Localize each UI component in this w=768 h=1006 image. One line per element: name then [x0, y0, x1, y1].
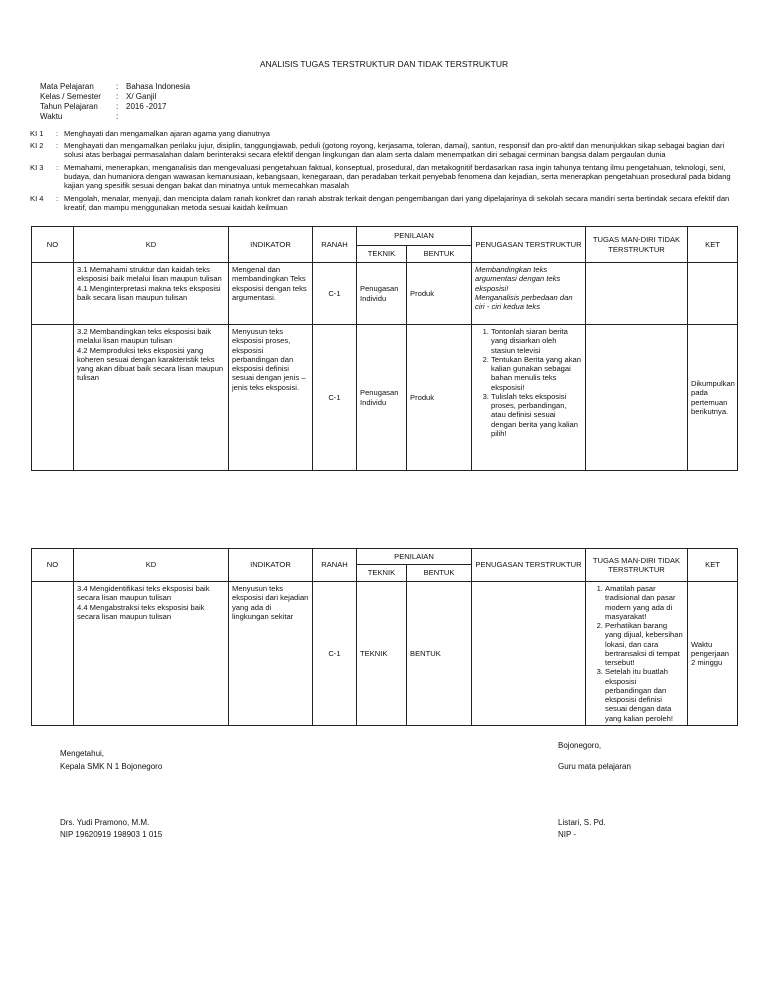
cell-indikator: Menyusun teks eksposisi dari kejadian yang ada di lingkungan sekitar [229, 582, 313, 726]
meta-row: Tahun Pelajaran : 2016 -2017 [40, 102, 167, 111]
ki-2: KI 2 : Menghayati dan mengamalkan perilaku jujur, disiplin, tanggungjawab, peduli (gotong royong, kerjasama, toleran, damai), santun, responsif dan pro-aktif dan menunjukkan sikap sebagai bagian dari solusi atas berbagai permasalahan dalam berinteraksi secara efektif dengan lingkungan dan alam serta dalam menempatkan diri sebagai cerminan bangsa dalam pergaulan dunia [30, 141, 725, 159]
table-row [32, 325, 738, 471]
header-indikator: INDIKATOR [229, 227, 313, 263]
analysis-table-2 [31, 548, 738, 726]
header-penilaian: PENILAIAN [357, 227, 472, 246]
header-penugasan: PENUGASAN TERSTRUKTUR [472, 227, 586, 263]
header-tugas: TUGAS MAN-DIRI TIDAK TERSTRUKTUR [586, 549, 688, 582]
cell-bentuk: Produk [407, 263, 472, 325]
meta-row: Waktu : [40, 112, 119, 121]
meta-key: Tahun Pelajaran [40, 102, 98, 111]
cell-ranah: C-1 [313, 325, 357, 471]
cell-tugas: 1. Amatilah pasar tradisional dan pasar modern yang ada di masyarakat! 2. Perhatikan barang yang dijual, kebersihan lokasi, dan cara bertransaksi di tempat tersebut! 3. Setelah itu buatlah eksposisi perbandingan dan eksposisi definisi sesuai dengan data yang kalian peroleh! [586, 582, 688, 726]
cell-ket: Waktu pengerjaan 2 minggu [688, 582, 738, 726]
cell-kd: 3.1 Memahami struktur dan kaidah teks eksposisi baik melalui lisan maupun tulisan 4.1 Menginterpretasi makna teks eksposisi baik secara lisan maupun tulisan [74, 263, 229, 325]
cell-penugasan: 1. Tontonlah siaran berita yang disiarkan oleh stasiun televisi 2. Tentukan Berita yang akan kalian gunakan sebagai bahan menulis teks eksposisi! 3. Tulislah teks eksposisi proses, perbandingan, atau definisi sesuai dengan berita yang kalian pilih! [472, 325, 586, 471]
ki-1: KI 1 : Menghayati dan mengamalkan ajaran agama yang dianutnya [30, 129, 271, 138]
meta-key: Mata Pelajaran [40, 82, 94, 91]
cell-no [32, 263, 74, 325]
table-row [32, 582, 738, 726]
signature-left-name: Drs. Yudi Pramono, M.M. [60, 818, 150, 827]
cell-penugasan [472, 582, 586, 726]
cell-no [32, 582, 74, 726]
header-ranah: RANAH [313, 227, 357, 263]
cell-kd: 3.4 Mengidentifikasi teks eksposisi baik secara lisan maupun tulisan 4.4 Mengabstraksi teks eksposisi baik secara lisan maupun tulisan [74, 582, 229, 726]
meta-row: Mata Pelajaran : Bahasa Indonesia [40, 82, 191, 91]
meta-value: 2016 -2017 [126, 102, 167, 111]
header-teknik: TEKNIK [357, 246, 407, 263]
header-no: NO [32, 227, 74, 263]
signature-right-line2: Guru mata pelajaran [558, 762, 631, 771]
header-bentuk: BENTUK [407, 246, 472, 263]
cell-bentuk: Produk [407, 325, 472, 471]
cell-ket: Dikumpulkan pada pertemuan berikutnya. [688, 325, 738, 471]
cell-tugas [586, 263, 688, 325]
meta-value: Bahasa Indonesia [126, 82, 191, 91]
header-tugas: TUGAS MAN-DIRI TIDAK TERSTRUKTUR [586, 227, 688, 263]
signature-left-line1: Mengetahui, [60, 749, 105, 758]
meta-key: Waktu [40, 112, 63, 121]
signature-right-name: Listari, S. Pd. [558, 818, 606, 827]
header-no: NO [32, 549, 74, 582]
header-ranah: RANAH [313, 549, 357, 582]
header-teknik: TEKNIK [357, 565, 407, 582]
header-ket: KET [688, 549, 738, 582]
cell-indikator: Menyusun teks eksposisi proses, eksposisi perbandingan dan eksposisi definisi sesuai dengan jenis – jenis teks eksposisi. [229, 325, 313, 471]
cell-indikator: Mengenal dan membandingkan Teks eksposisi dengan teks argumentasi. [229, 263, 313, 325]
cell-ranah: C-1 [313, 263, 357, 325]
cell-no [32, 325, 74, 471]
cell-kd: 3.2 Membandingkan teks eksposisi baik melalui lisan maupun tulisan 4.2 Memproduksi teks eksposisi yang koheren sesuai dengan karakteristik teks yang akan dibuat baik secara lisan maupun tulisan [74, 325, 229, 471]
ki-4: KI 4 : Mengolah, menalar, menyaji, dan mencipta dalam ranah konkret dan ranah abstrak terkait dengan pengembangan dari yang dipelajarinya di sekolah secara mandiri serta bertindak secara efektif dan kreatif, dan mampu menggunakan metoda sesuai kaidah keilmuan [30, 194, 730, 212]
meta-row: Kelas / Semester : X/ Ganjil [40, 92, 157, 101]
header-kd: KD [74, 227, 229, 263]
header-indikator: INDIKATOR [229, 549, 313, 582]
cell-bentuk: BENTUK [407, 582, 472, 726]
cell-penugasan: Membandingkan teks argumentasi dengan teks eksposisi! Menganalisis perbedaan dan ciri - ciri kedua teks [472, 263, 586, 325]
cell-teknik: Penugasan Individu [357, 325, 407, 471]
header-penilaian: PENILAIAN [357, 549, 472, 565]
signature-left-line2: Kepala SMK N 1 Bojonegoro [60, 762, 163, 771]
cell-tugas [586, 325, 688, 471]
signature-left-nip: NIP 19620919 198903 1 015 [60, 830, 163, 839]
table-row [32, 263, 738, 325]
analysis-table-1 [31, 226, 738, 471]
signature-right-line1: Bojonegoro, [558, 741, 602, 750]
ki-3: KI 3 : Memahami, menerapkan, menganalisis dan mengevaluasi pengetahuan faktual, konseptual, prosedural, dan metakognitif berdasarkan rasa ingin tahunya tentang ilmu pengetahuan, teknologi, seni, budaya, dan humaniora dengan wawasan kemanusiaan, kebangsaan, kenegaraan, dan peradaban terkait penyebab fenomena dan kejadian, serta menerapkan pengetahuan prosedural pada bidang kajian yang spesifik sesuai dengan bakat dan minatnya untuk memecahkan masalah [30, 163, 731, 190]
meta-value: X/ Ganjil [126, 92, 157, 101]
meta-block [40, 82, 190, 122]
cell-ket [688, 263, 738, 325]
meta-key: Kelas / Semester [40, 92, 101, 101]
cell-ranah: C-1 [313, 582, 357, 726]
header-ket: KET [688, 227, 738, 263]
cell-teknik: TEKNIK [357, 582, 407, 726]
document-title: ANALISIS TUGAS TERSTRUKTUR DAN TIDAK TERSTRUKTUR [259, 59, 509, 69]
header-kd: KD [74, 549, 229, 582]
signature-right-nip: NIP - [558, 830, 577, 839]
header-penugasan: PENUGASAN TERSTRUKTUR [472, 549, 586, 582]
header-bentuk: BENTUK [407, 565, 472, 582]
cell-teknik: Penugasan Individu [357, 263, 407, 325]
